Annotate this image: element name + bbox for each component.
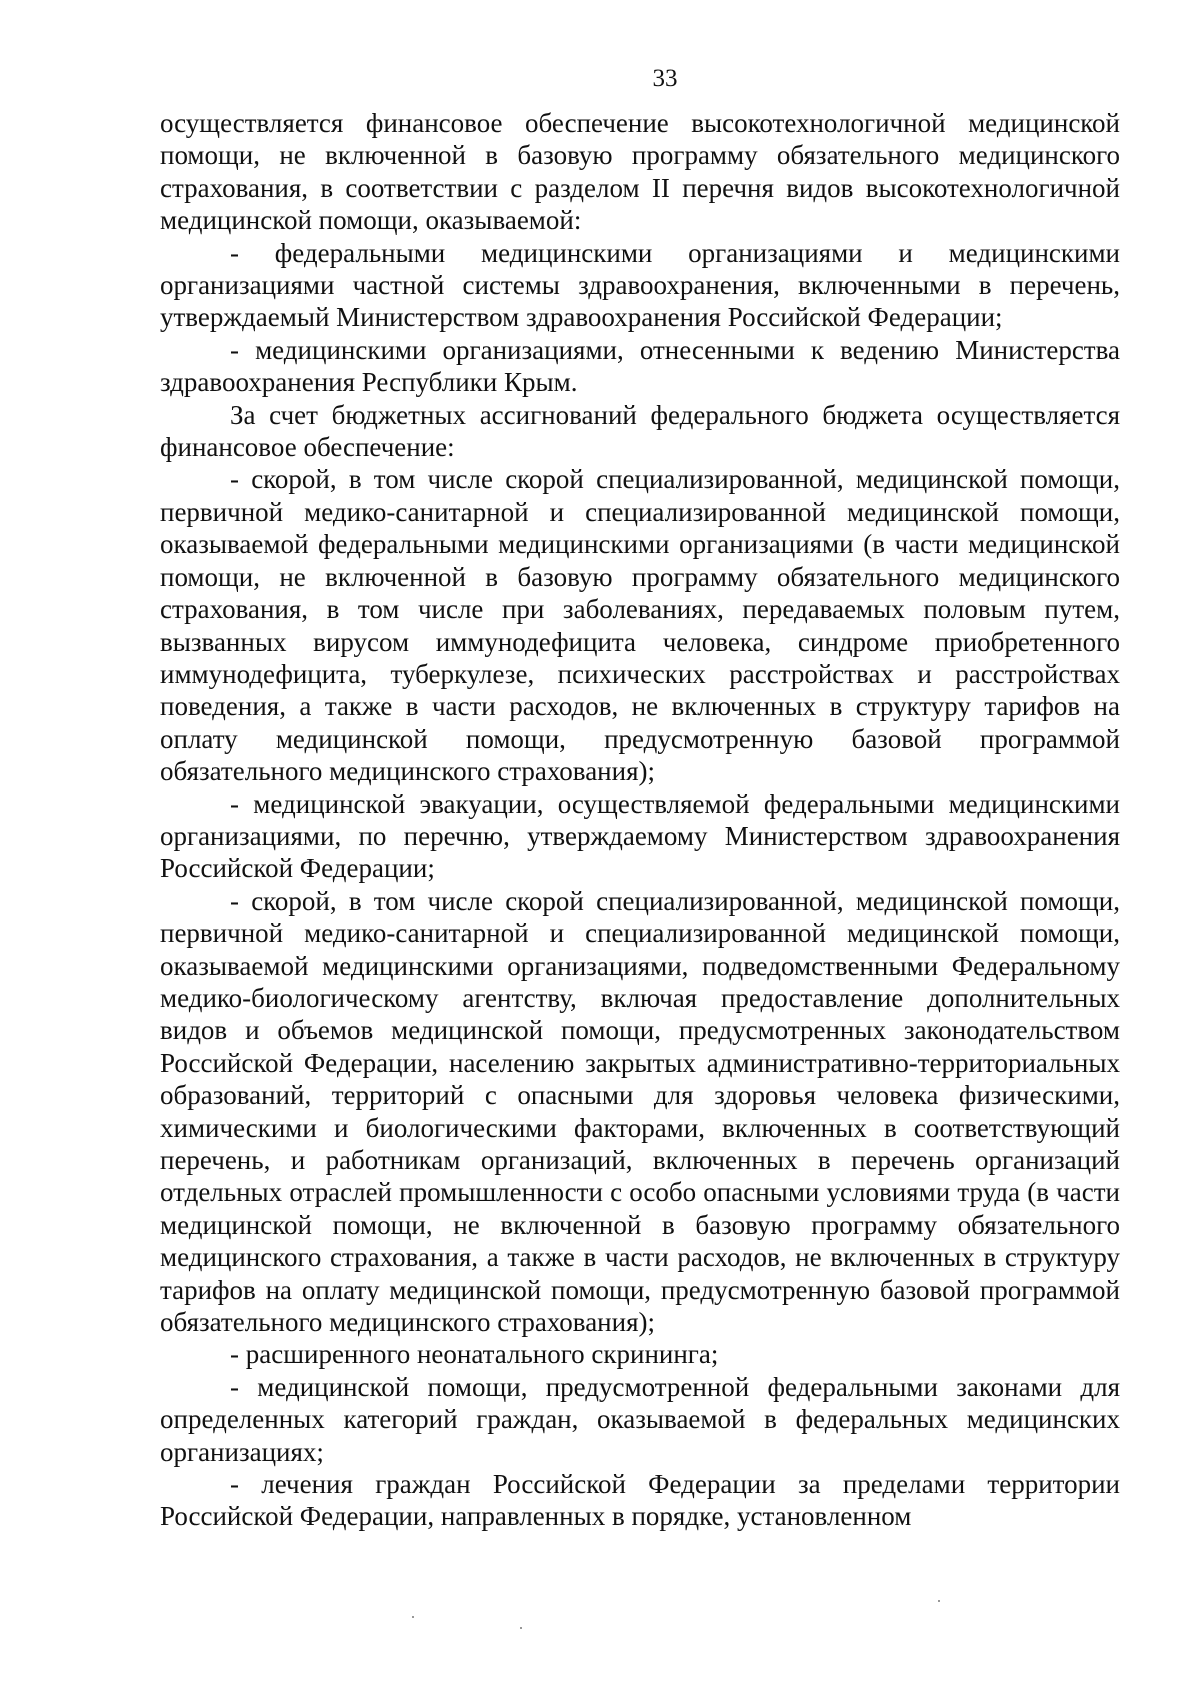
list-item-treatment-abroad: - лечения граждан Российской Федерации за пределами территории Российской Федерации, направленных в порядке, установленном [160,1469,1120,1532]
scan-artifact [520,1627,522,1629]
page-number: 33 [652,65,678,92]
scan-artifact [412,1616,414,1618]
paragraph-continuation: осуществляется финансовое обеспечение высокотехнологичной медицинской помощи, не включенной в базовую программу обязательного медицинского страхования, в соответствии с разделом II перечня видов высокотехнологичной медицинской помощи, оказываемой: [160,108,1120,236]
paragraph-federal-budget: За счет бюджетных ассигнований федерального бюджета осуществляется финансовое обеспечение: [160,399,1120,463]
scan-artifact [938,1600,940,1602]
document-body [160,107,1120,1533]
list-item-neonatal-screening: - расширенного неонатального скрининга; [230,1339,719,1370]
list-item-emergency-care-federal: - скорой, в том числе скорой специализированной, медицинской помощи, первичной медико-санитарной и специализированной медицинской помощи, оказываемой федеральными медицинскими организациями (в части медицинской помощи, не включенной в базовую программу обязательного медицинского страхования, в том числе при заболеваниях, передаваемых половым путем, вызванных вирусом иммунодефицита человека, синдроме приобретенного иммунодефицита, туберкулезе, психических расстройствах и расстройствах поведения, а также в части расходов, не включенных в структуру тарифов на оплату медицинской помощи, предусмотренную базовой программой обязательного медицинского страхования); [160,464,1120,787]
list-item-crimea-organizations: - медицинскими организациями, отнесенными к ведению Министерства здравоохранения Республики Крым. [160,334,1120,398]
list-item-fmba-care: - скорой, в том числе скорой специализированной, медицинской помощи, первичной медико-санитарной и специализированной медицинской помощи, оказываемой медицинскими организациями, подведомственными Федеральному медико-биологическому агентству, включая предоставление дополнительных видов и объемов медицинской помощи, предусмотренных законодательством Российской Федерации, населению закрытых административно-территориальных образований, территорий с опасными для здоровья человека физическими, химическими и биологическими факторами, включенных в соответствующий перечень, и работникам организаций, включенных в перечень организаций отдельных отраслей промышленности с особо опасными условиями труда (в части медицинской помощи, не включенной в базовую программу обязательного медицинского страхования, а также в части расходов, не включенных в структуру тарифов на оплату медицинской помощи, предусмотренную базовой программой обязательного медицинского страхования); [160,885,1120,1338]
list-item-federal-organizations: - федеральными медицинскими организациями и медицинскими организациями частной системы здравоохранения, включенными в перечень, утверждаемый Министерством здравоохранения Российской Федерации; [160,237,1120,333]
list-item-federal-laws-care: - медицинской помощи, предусмотренной федеральными законами для определенных категорий граждан, оказываемой в федеральных медицинских организациях; [160,1371,1120,1467]
list-item-medical-evacuation: - медицинской эвакуации, осуществляемой федеральными медицинскими организациями, по перечню, утверждаемому Министерством здравоохранения Российской Федерации; [160,788,1120,884]
